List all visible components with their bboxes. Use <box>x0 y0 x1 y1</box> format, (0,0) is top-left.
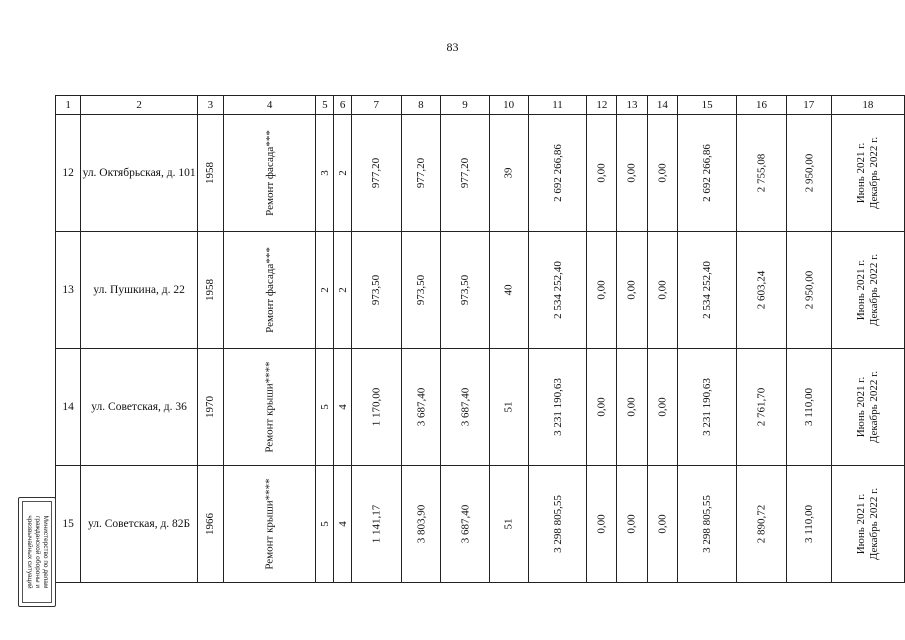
cell-col13 <box>617 349 647 466</box>
cell-col13 <box>617 232 647 349</box>
cell-col10 <box>489 115 528 232</box>
value: 3 687,40 <box>414 387 427 427</box>
period-cell <box>831 232 904 349</box>
cell-col16 <box>737 232 787 349</box>
cell-col12 <box>587 115 617 232</box>
cell-col16 <box>737 115 787 232</box>
cell-col5 <box>316 232 334 349</box>
value: 0,00 <box>626 163 639 183</box>
value: 2 534 252,40 <box>551 261 564 319</box>
period-cell <box>831 466 904 583</box>
work-type-cell <box>223 115 315 232</box>
cell-col14 <box>647 466 678 583</box>
work-type-value: Ремонт фасада*** <box>263 130 276 216</box>
address-cell: ул. Советская, д. 82Б <box>81 466 198 583</box>
year-cell <box>197 349 223 466</box>
cell-col17 <box>786 349 831 466</box>
address-cell: ул. Октябрьская, д. 101 <box>81 115 198 232</box>
period-start: Июнь 2021 г. <box>854 493 867 555</box>
value: 1 170,00 <box>370 387 383 427</box>
period-end: Декабрь 2022 г. <box>867 136 880 210</box>
cell-col8 <box>401 115 441 232</box>
period-cell <box>831 349 904 466</box>
cell-col8 <box>401 466 441 583</box>
table-row <box>56 349 905 466</box>
row-number: 14 <box>56 349 81 466</box>
cell-col7 <box>351 115 401 232</box>
value: 40 <box>502 284 515 296</box>
value: 0,00 <box>595 514 608 534</box>
value: 0,00 <box>656 163 669 183</box>
value: 973,50 <box>458 274 471 306</box>
value: 973,50 <box>370 274 383 306</box>
value: 3 <box>318 170 331 176</box>
table-row <box>56 115 905 232</box>
cell-col9 <box>441 232 490 349</box>
value: 977,20 <box>370 157 383 189</box>
cell-col6 <box>334 115 351 232</box>
work-type-cell <box>223 232 315 349</box>
cell-col13 <box>617 115 647 232</box>
value: 4 <box>336 404 349 410</box>
value: 0,00 <box>595 397 608 417</box>
column-header: 12 <box>587 96 617 115</box>
column-header: 10 <box>489 96 528 115</box>
cell-col5 <box>316 349 334 466</box>
value: 0,00 <box>595 163 608 183</box>
cell-col11 <box>528 115 587 232</box>
value: 5 <box>318 521 331 527</box>
value: 2 692 266,86 <box>551 144 564 202</box>
column-header: 14 <box>647 96 678 115</box>
value: 2 950,00 <box>802 270 815 310</box>
period-start: Июнь 2021 г. <box>854 376 867 438</box>
period-start: Июнь 2021 г. <box>854 142 867 204</box>
year-cell <box>197 232 223 349</box>
table-row <box>56 466 905 583</box>
value: 0,00 <box>626 397 639 417</box>
cell-col15 <box>678 115 737 232</box>
column-header: 11 <box>528 96 587 115</box>
cell-col12 <box>587 466 617 583</box>
column-header: 18 <box>831 96 904 115</box>
stamp-line: чрезвычайных ситуаций <box>26 515 33 589</box>
stamp-line: гражданской обороны и <box>34 515 41 589</box>
period-start: Июнь 2021 г. <box>854 259 867 321</box>
column-number-row <box>56 96 905 115</box>
value: 0,00 <box>595 280 608 300</box>
stamp-line: Министерство по делам <box>42 515 49 589</box>
year-value: 1966 <box>204 513 217 535</box>
row-number: 12 <box>56 115 81 232</box>
value: 2 755,08 <box>755 153 768 193</box>
value: 2 950,00 <box>802 153 815 193</box>
year-value: 1958 <box>204 162 217 184</box>
value: 3 298 805,55 <box>551 495 564 553</box>
stamp-text <box>25 500 49 604</box>
value: 2 890,72 <box>755 504 768 544</box>
work-type-value: Ремонт крыши**** <box>263 478 276 570</box>
value: 977,20 <box>414 157 427 189</box>
value: 2 761,70 <box>755 387 768 427</box>
value: 977,20 <box>458 157 471 189</box>
value: 0,00 <box>656 514 669 534</box>
cell-col9 <box>441 349 490 466</box>
cell-col16 <box>737 466 787 583</box>
year-cell <box>197 115 223 232</box>
cell-col8 <box>401 349 441 466</box>
value: 4 <box>336 521 349 527</box>
column-header: 15 <box>678 96 737 115</box>
column-header: 4 <box>223 96 315 115</box>
period-end: Декабрь 2022 г. <box>867 253 880 327</box>
value: 0,00 <box>656 280 669 300</box>
column-header: 16 <box>737 96 787 115</box>
column-header: 3 <box>197 96 223 115</box>
column-header: 5 <box>316 96 334 115</box>
value: 3 110,00 <box>802 387 815 427</box>
cell-col11 <box>528 466 587 583</box>
cell-col10 <box>489 349 528 466</box>
year-value: 1958 <box>204 279 217 301</box>
value: 3 687,40 <box>458 504 471 544</box>
cell-col11 <box>528 232 587 349</box>
cell-col15 <box>678 232 737 349</box>
repair-table <box>55 95 905 583</box>
cell-col12 <box>587 349 617 466</box>
value: 51 <box>502 518 515 530</box>
column-header: 8 <box>401 96 441 115</box>
cell-col17 <box>786 466 831 583</box>
address-cell: ул. Советская, д. 36 <box>81 349 198 466</box>
value: 3 298 805,55 <box>701 495 714 553</box>
period-value <box>855 137 881 209</box>
cell-col14 <box>647 349 678 466</box>
cell-col14 <box>647 232 678 349</box>
period-value <box>855 371 881 443</box>
cell-col11 <box>528 349 587 466</box>
value: 3 687,40 <box>458 387 471 427</box>
work-type-value: Ремонт крыши**** <box>263 361 276 453</box>
period-cell <box>831 115 904 232</box>
value: 973,50 <box>414 274 427 306</box>
value: 39 <box>502 167 515 179</box>
cell-col7 <box>351 232 401 349</box>
column-header: 13 <box>617 96 647 115</box>
period-value <box>855 254 881 326</box>
value: 2 603,24 <box>755 270 768 310</box>
cell-col15 <box>678 466 737 583</box>
column-header: 6 <box>334 96 351 115</box>
value: 2 534 252,40 <box>701 261 714 319</box>
value: 2 <box>318 287 331 293</box>
cell-col6 <box>334 349 351 466</box>
cell-col7 <box>351 349 401 466</box>
period-value <box>855 488 881 560</box>
value: 5 <box>318 404 331 410</box>
work-type-value: Ремонт фасада*** <box>263 247 276 333</box>
cell-col15 <box>678 349 737 466</box>
cell-col9 <box>441 466 490 583</box>
value: 3 803,90 <box>414 504 427 544</box>
cell-col7 <box>351 466 401 583</box>
year-value: 1970 <box>204 396 217 418</box>
cell-col5 <box>316 115 334 232</box>
year-cell <box>197 466 223 583</box>
value: 0,00 <box>656 397 669 417</box>
cell-col10 <box>489 466 528 583</box>
stamp <box>18 497 56 607</box>
cell-col14 <box>647 115 678 232</box>
cell-col5 <box>316 466 334 583</box>
period-end: Декабрь 2022 г. <box>867 487 880 561</box>
row-number: 15 <box>56 466 81 583</box>
cell-col8 <box>401 232 441 349</box>
cell-col17 <box>786 115 831 232</box>
column-header: 17 <box>786 96 831 115</box>
cell-col17 <box>786 232 831 349</box>
value: 2 <box>336 287 349 293</box>
page-number: 83 <box>446 40 459 54</box>
column-header: 2 <box>81 96 198 115</box>
value: 3 110,00 <box>802 504 815 544</box>
period-end: Декабрь 2022 г. <box>867 370 880 444</box>
work-type-cell <box>223 466 315 583</box>
column-header: 9 <box>441 96 490 115</box>
work-type-cell <box>223 349 315 466</box>
value: 3 231 190,63 <box>551 378 564 436</box>
cell-col12 <box>587 232 617 349</box>
cell-col16 <box>737 349 787 466</box>
address-cell: ул. Пушкина, д. 22 <box>81 232 198 349</box>
row-number: 13 <box>56 232 81 349</box>
cell-col6 <box>334 466 351 583</box>
value: 1 141,17 <box>370 504 383 544</box>
table-row <box>56 232 905 349</box>
value: 51 <box>502 401 515 413</box>
value: 3 231 190,63 <box>701 378 714 436</box>
cell-col13 <box>617 466 647 583</box>
column-header: 7 <box>351 96 401 115</box>
value: 2 692 266,86 <box>701 144 714 202</box>
value: 0,00 <box>626 514 639 534</box>
cell-col10 <box>489 232 528 349</box>
cell-col9 <box>441 115 490 232</box>
value: 2 <box>336 170 349 176</box>
cell-col6 <box>334 232 351 349</box>
value: 0,00 <box>626 280 639 300</box>
column-header: 1 <box>56 96 81 115</box>
